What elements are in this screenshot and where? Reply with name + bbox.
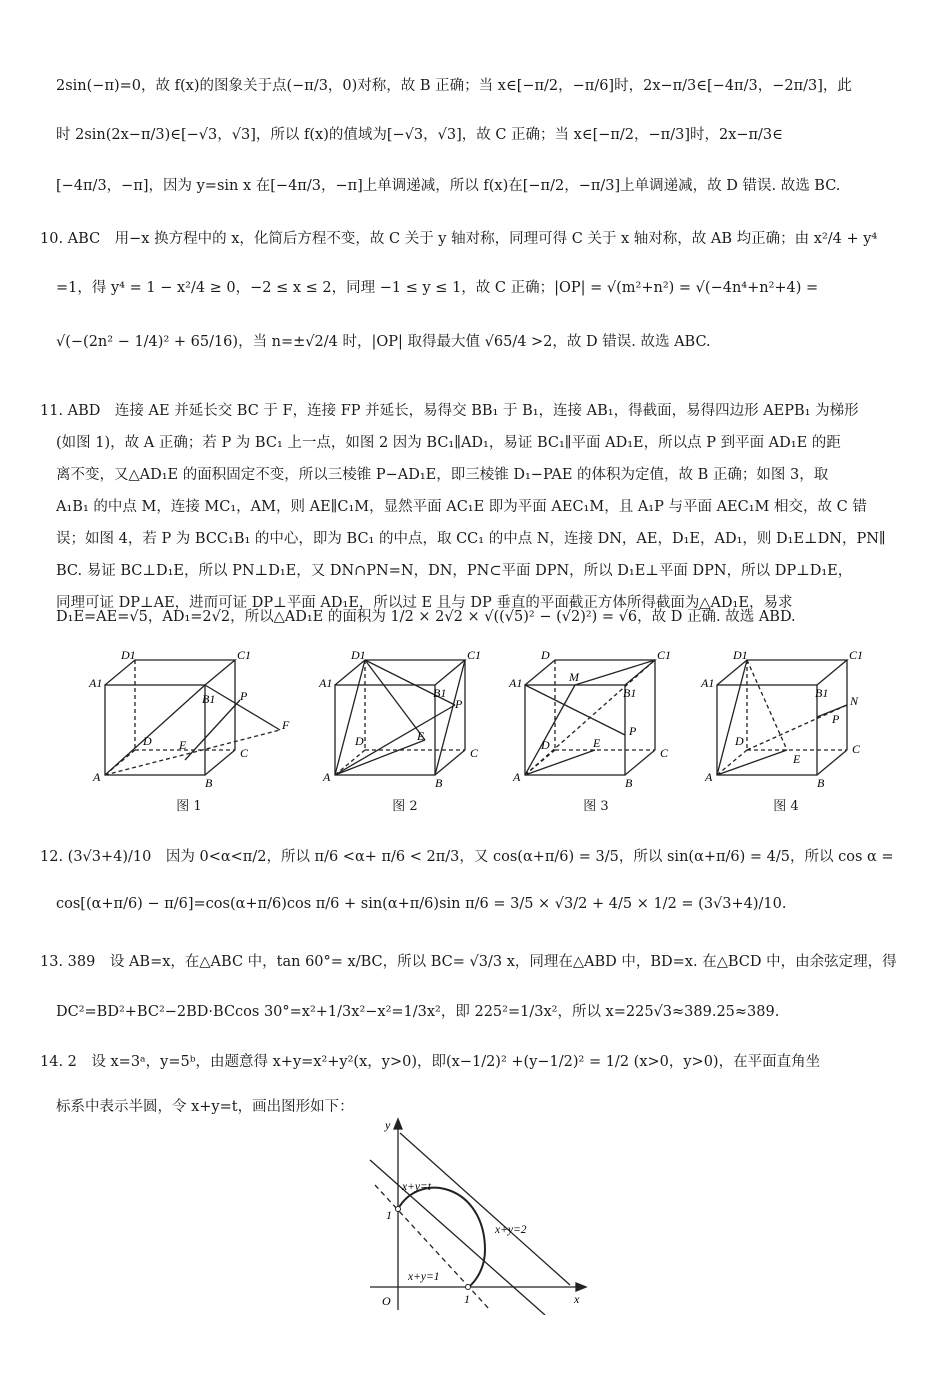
text-line-14: D₁E=AE=√5，AD₁=2√2，所以△AD₁E 的面积为 1/2 × 2√2 × √((√5)² − (√2)²) = √6，故 D 正确. 故选 ABD. (56, 609, 796, 625)
svg-text:C: C (240, 746, 249, 760)
text-line-17: 13. 389 设 AB=x，在△ABC 中，tan 60°= x/BC，所以 BC= √3/3 x，同理在△ABD 中，BD=x. 在△BCD 中，由余弦定理，得 (40, 954, 897, 970)
svg-text:D: D (735, 734, 744, 748)
semicircle-plot (360, 1115, 590, 1315)
svg-text:F: F (282, 718, 290, 732)
text-line-19: 14. 2 设 x=3ᵃ，y=5ᵇ，由题意得 x+y=x²+y²(x，y>0)，即(x−1/2)² +(y−1/2)² = 1/2 (x>0，y>0)，在平面直角坐 (40, 1054, 821, 1070)
y-label: y (385, 1118, 391, 1132)
x-axis-arrow (576, 1283, 586, 1291)
svg-text:D1: D1 (351, 648, 366, 662)
svg-text:C: C (852, 742, 861, 756)
svg-text:B1: B1 (623, 686, 637, 700)
svg-text:A1: A1 (89, 676, 103, 690)
svg-text:P: P (629, 724, 637, 738)
text-line-13: 同理可证 DP⊥AE，进而可证 DP⊥平面 AD₁E，所以过 E 且与 DP 垂直的平面截正方体所得截面为△AD₁E，易求 (56, 595, 793, 611)
svg-text:E: E (793, 752, 801, 766)
svg-text:A: A (323, 770, 331, 784)
point-x-1 (466, 1285, 471, 1290)
text-line-7: 11. ABD 连接 AE 并延长交 BC 于 F，连接 FP 并延长，易得交 BB₁ 于 B₁，连接 AB₁，得截面，易得四边形 AEPB₁ 为梯形 (40, 403, 859, 419)
svg-text:B: B (625, 776, 633, 790)
text-line-18: DC²=BD²+BC²−2BD·BCcos 30°=x²+1/3x²−x²=1/3x²，即 225²=1/3x²，所以 x=225√3≈389.25≈389. (56, 1004, 780, 1020)
text-line-12: BC. 易证 BC⊥D₁E，所以 PN⊥D₁E，又 DN∩PN=N，DN，PN⊂平面 DPN，所以 D₁E⊥平面 DPN，所以 DP⊥D₁E， (56, 563, 853, 579)
svg-text:A: A (513, 770, 521, 784)
svg-text:B1: B1 (433, 686, 447, 700)
svg-text:E: E (179, 738, 187, 752)
svg-text:B: B (435, 776, 443, 790)
svg-text:A1: A1 (701, 676, 715, 690)
svg-text:B: B (817, 776, 825, 790)
text-line-4: 10. ABC 用−x 换方程中的 x，化简后方程不变，故 C 关于 y 轴对称，同理可得 C 关于 x 轴对称，故 AB 均正确；由 x²/4 + y⁴ (40, 231, 878, 247)
text-line-10: A₁B₁ 的中点 M，连接 MC₁，AM，则 AE∥C₁M，显然平面 AC₁E 即为平面 AEC₁M，且 A₁P 与平面 AEC₁M 相交，故 C 错 (56, 499, 867, 515)
svg-text:D: D (541, 738, 550, 752)
svg-text:B1: B1 (202, 692, 216, 706)
svg-text:B: B (205, 776, 213, 790)
svg-text:C: C (470, 746, 479, 760)
text-line-16: cos[(α+π/6) − π/6]=cos(α+π/6)cos π/6 + sin(α+π/6)sin π/6 = 3/5 × √3/2 + 4/5 × 1/2 = (3√3+4)/10. (56, 896, 787, 912)
svg-text:D: D (143, 734, 152, 748)
svg-text:D1: D1 (733, 648, 748, 662)
text-line-1: 2sin(−π)=0，故 f(x)的图象关于点(−π/3，0)对称，故 B 正确；当 x∈[−π/2，−π/6]时，2x−π/3∈[−4π/3，−2π/3]，此 (56, 78, 852, 94)
svg-text:A1: A1 (509, 676, 523, 690)
text-line-8: (如图 1)，故 A 正确；若 P 为 BC₁ 上一点，如图 2 因为 BC₁∥AD₁，易证 BC₁∥平面 AD₁E，所以点 P 到平面 AD₁E 的距 (56, 435, 841, 451)
cube-figure-2 (315, 645, 495, 790)
svg-text:D1: D1 (121, 648, 136, 662)
line-x-plus-y-eq-t (370, 1160, 545, 1315)
svg-text:C1: C1 (657, 648, 672, 662)
label-x-plus-y-eq-1: x+y=1 (408, 1271, 440, 1283)
label-x-plus-y-eq-t: x+y=t (402, 1181, 431, 1193)
point-y-1 (396, 1207, 401, 1212)
text-line-5: =1，得 y⁴ = 1 − x²/4 ≥ 0，−2 ≤ x ≤ 2，同理 −1 ≤ y ≤ 1，故 C 正确；|OP| = √(m²+n²) = √(−4n⁴+n²+4) = (56, 280, 819, 296)
svg-text:P: P (832, 712, 840, 726)
text-line-6: √(−(2n² − 1/4)² + 65/16)，当 n=±√2/4 时，|OP| 取得最大值 √65/4 >2，故 D 错误. 故选 ABC. (56, 334, 711, 350)
svg-text:A: A (705, 770, 713, 784)
text-line-15: 12. (3√3+4)/10 因为 0<α<π/2，所以 π/6 <α+ π/6 < 2π/3，又 cos(α+π/6) = 3/5，所以 sin(α+π/6) = 4/5，所以 cos α = (40, 849, 894, 865)
x-tick-1: 1 (464, 1292, 470, 1306)
svg-text:C1: C1 (467, 648, 482, 662)
svg-text:C1: C1 (237, 648, 252, 662)
text-line-20: 标系中表示半圆，令 x+y=t，画出图形如下： (56, 1099, 354, 1115)
svg-text:A: A (93, 770, 101, 784)
cube-figure-3 (505, 645, 685, 790)
svg-text:E: E (593, 736, 601, 750)
text-line-3: [−4π/3，−π]，因为 y=sin x 在[−4π/3，−π]上单调递减，所以 f(x)在[−π/2，−π/3]上单调递减，故 D 错误. 故选 BC. (56, 178, 841, 194)
line-x-plus-y-eq-1 (375, 1185, 490, 1310)
svg-text:P: P (240, 689, 248, 703)
figure-2-caption: 图 2 (392, 799, 418, 814)
svg-text:D: D (355, 734, 364, 748)
origin-label: O (382, 1294, 391, 1308)
svg-text:B1: B1 (815, 686, 829, 700)
svg-text:N: N (850, 694, 859, 708)
svg-text:C: C (660, 746, 669, 760)
figure-4-caption: 图 4 (773, 799, 799, 814)
text-line-11: 误；如图 4，若 P 为 BCC₁B₁ 的中心，即为 BC₁ 的中点，取 CC₁ 的中点 N，连接 DN，AE，D₁E，AD₁，则 D₁E⊥DN，PN∥ (56, 531, 886, 547)
y-tick-1: 1 (386, 1208, 392, 1222)
text-line-9: 离不变，又△AD₁E 的面积固定不变，所以三棱锥 P−AD₁E，即三棱锥 D₁−PAE 的体积为定值，故 B 正确；如图 3，取 (56, 467, 829, 483)
figure-3-caption: 图 3 (583, 799, 609, 814)
label-x-plus-y-eq-2: x+y=2 (495, 1224, 527, 1236)
svg-text:P: P (455, 697, 463, 711)
svg-text:C1: C1 (849, 648, 864, 662)
x-label: x (574, 1292, 580, 1306)
y-axis-arrow (394, 1119, 402, 1129)
cube-figure-1 (85, 645, 295, 790)
cube-figure-4 (697, 645, 877, 790)
svg-text:A1: A1 (319, 676, 333, 690)
svg-text:E: E (417, 729, 425, 743)
svg-text:M: M (569, 670, 579, 684)
svg-text:D: D (541, 648, 550, 662)
figure-1-caption: 图 1 (176, 799, 202, 814)
text-line-2: 时 2sin(2x−π/3)∈[−√3，√3]，所以 f(x)的值域为[−√3，√3]，故 C 正确；当 x∈[−π/2，−π/3]时，2x−π/3∈ (56, 127, 783, 143)
